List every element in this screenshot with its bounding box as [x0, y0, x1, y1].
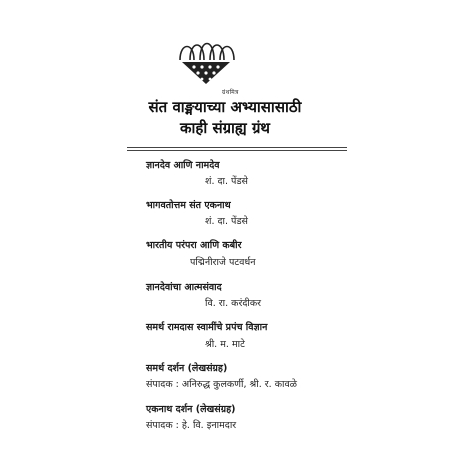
- book-author: शं. दा. पेंडसे: [205, 216, 248, 227]
- book-author: पद्मिनीराजे पटवर्धन: [190, 257, 256, 268]
- book-author: श्री. म. माटे: [205, 339, 245, 350]
- book-title: समर्थ रामदास स्वामींचे प्रपंच विज्ञान: [146, 322, 268, 333]
- page-heading-line2: काही संग्राह्य ग्रंथ: [179, 119, 271, 137]
- book-author: वि. रा. करंदीकर: [205, 298, 262, 309]
- divider-rule: [127, 147, 347, 148]
- book-editor: संपादक : अनिरुद्ध कुलकर्णी, श्री. र. कावळे: [146, 379, 297, 390]
- book-title: भागवतोत्तम संत एकनाथ: [146, 200, 231, 211]
- page-heading-line1: संत वाङ्मयाच्या अभ्यासासाठी: [148, 98, 302, 116]
- divider-rule: [127, 150, 347, 151]
- book-title: ज्ञानदेव आणि नामदेव: [146, 160, 220, 171]
- publisher-logo: [160, 34, 252, 92]
- book-title: समर्थ दर्शन (लेखसंग्रह): [146, 363, 228, 374]
- logo-caption: ग्रंथमित्र: [222, 89, 239, 96]
- book-title: ज्ञानदेवांचा आत्मसंवाद: [146, 282, 222, 293]
- book-title: भारतीय परंपरा आणि कबीर: [146, 240, 242, 251]
- book-author: शं. दा. पेंडसे: [205, 176, 248, 187]
- book-title: एकनाथ दर्शन (लेखसंग्रह): [146, 404, 236, 415]
- book-editor: संपादक : हे. वि. इनामदार: [146, 420, 237, 431]
